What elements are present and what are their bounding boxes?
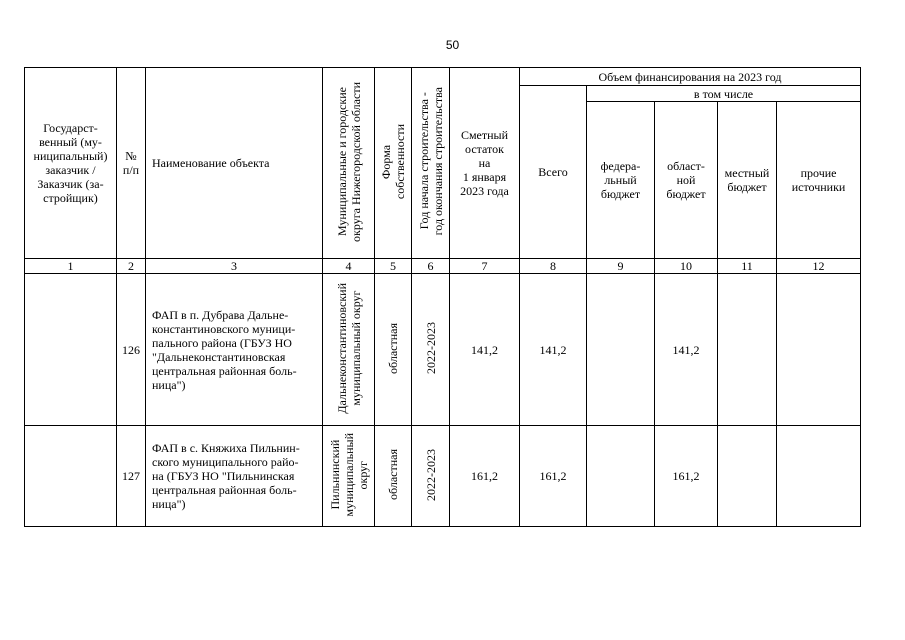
header-years — [412, 68, 450, 259]
header-object-name: Наименование объекта — [146, 68, 323, 259]
table-row — [25, 426, 861, 527]
column-number: 12 — [777, 259, 861, 274]
column-number: 5 — [375, 259, 412, 274]
header-regional: област- ной бюджет — [655, 102, 718, 259]
row-object-name: ФАП в с. Княжиха Пильнин- ского муниципального райо- на (ГБУЗ НО "Пильнинская центральная районная боль- ница") — [146, 426, 323, 527]
row-regional: 141,2 — [655, 274, 718, 426]
header-including: в том числе — [587, 86, 861, 102]
column-number: 9 — [587, 259, 655, 274]
page-number: 50 — [445, 38, 460, 52]
header-local: местный бюджет — [718, 102, 777, 259]
row-district — [323, 426, 375, 527]
column-number: 8 — [520, 259, 587, 274]
header-ownership-text: Форма собственности — [379, 123, 407, 200]
row-local — [718, 274, 777, 426]
column-number: 10 — [655, 259, 718, 274]
header-customer: Государст- венный (му- ниципальный) заказчик / Заказчик (за- стройщик) — [25, 68, 117, 259]
header-other: прочие источники — [777, 102, 861, 259]
row-object-name: ФАП в п. Дубрава Дальне- константиновского муници- пального района (ГБУЗ НО "Дальнеконстантиновская центральная районная боль- ница") — [146, 274, 323, 426]
column-number: 7 — [450, 259, 520, 274]
header-years-text: Год начала строительства - год окончания строительства — [416, 87, 445, 236]
header-financing: Объем финансирования на 2023 год — [520, 68, 861, 86]
header-federal: федера- льный бюджет — [587, 102, 655, 259]
row-district-text: Пильнинский муниципальный округ — [327, 432, 370, 517]
header-district — [323, 68, 375, 259]
row-other — [777, 274, 861, 426]
row-federal — [587, 274, 655, 426]
header-district-text: Муниципальные и городские округа Нижегородской области — [334, 81, 363, 242]
row-years-text: 2022-2023 — [423, 448, 438, 501]
header-estimate: Сметный остаток на 1 января 2023 года — [450, 68, 520, 259]
table-row — [25, 274, 861, 426]
header-row — [25, 68, 861, 86]
column-number: 3 — [146, 259, 323, 274]
column-number: 4 — [323, 259, 375, 274]
column-number: 2 — [117, 259, 146, 274]
row-number: 126 — [117, 274, 146, 426]
row-other — [777, 426, 861, 527]
row-total: 141,2 — [520, 274, 587, 426]
row-years — [412, 274, 450, 426]
row-ownership-text: областная — [386, 322, 400, 374]
column-number-row — [25, 259, 861, 274]
row-regional: 161,2 — [655, 426, 718, 527]
header-total: Всего — [520, 86, 587, 259]
row-ownership-text: областная — [386, 449, 400, 500]
row-number: 127 — [117, 426, 146, 527]
row-customer — [25, 274, 117, 426]
row-ownership — [375, 274, 412, 426]
column-number: 1 — [25, 259, 117, 274]
column-number: 11 — [718, 259, 777, 274]
header-ownership — [375, 68, 412, 259]
row-customer — [25, 426, 117, 527]
financing-table — [24, 67, 861, 527]
row-local — [718, 426, 777, 527]
row-district-text: Дальнеконстантиновский муниципальный округ — [334, 282, 363, 414]
row-years-text: 2022-2023 — [423, 322, 438, 374]
column-number: 6 — [412, 259, 450, 274]
row-estimate: 141,2 — [450, 274, 520, 426]
row-estimate: 161,2 — [450, 426, 520, 527]
row-total: 161,2 — [520, 426, 587, 527]
row-district — [323, 274, 375, 426]
header-number: № п/п — [117, 68, 146, 259]
row-ownership — [375, 426, 412, 527]
row-years — [412, 426, 450, 527]
row-federal — [587, 426, 655, 527]
